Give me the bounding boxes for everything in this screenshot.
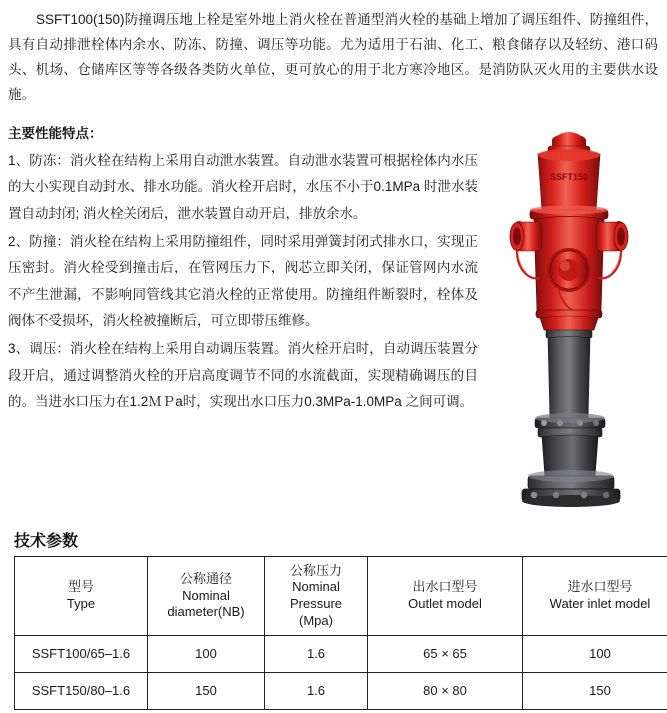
cell-nominal-pressure: 1.6 <box>265 673 368 710</box>
fire-hydrant-illustration <box>472 118 667 518</box>
header-outlet-en: Outlet model <box>408 596 482 611</box>
header-np-en3: (Mpa) <box>299 612 333 628</box>
hydrant-label: SSFT150 <box>549 172 589 182</box>
cell-nominal-pressure: 1.6 <box>265 636 368 673</box>
feature-paragraph-3: 3、调压：消火栓在结构上采用自动调压装置。消火栓开启时，自动调压装置分段开启，通过调整消火栓的开启高度调节不同的水流截面，实现精确调压的目的。当进水口压力在1.2ＭＰa时，实现出水口压力0.3MPa-1.0MPa 之间可调。 <box>8 341 478 409</box>
header-cell-water-inlet-model <box>523 557 667 636</box>
header-np-en2: Pressure <box>289 596 343 611</box>
cell-type: SSFT100/65–1.6 <box>15 636 148 673</box>
cell-outlet-model: 65 × 65 <box>368 636 523 673</box>
header-cell-type <box>15 557 148 636</box>
feature-paragraph-1: 1、防冻：消火栓在结构上采用自动泄水装置。自动泄水装置可根据栓体内水压的大小实现自动封水、排水功能。消火栓开启时，水压不小于0.1MPa 时泄水装置自动封闭; 消火栓关闭后，泄水装置自动开启，排放余水。 <box>8 153 478 221</box>
header-type-cn: 型号 <box>67 579 94 595</box>
cell-water-inlet-model: 150 <box>523 673 667 710</box>
cell-nominal-diameter: 150 <box>148 673 265 710</box>
cell-type: SSFT150/80–1.6 <box>15 673 148 710</box>
cell-water-inlet-model: 100 <box>523 636 667 673</box>
header-type-en: Type <box>66 596 96 611</box>
technical-parameters-table <box>14 556 667 710</box>
feature-paragraphs <box>8 148 478 417</box>
header-inlet-en: Water inlet model <box>549 596 651 611</box>
header-cell-outlet-model <box>368 557 523 636</box>
header-inlet-cn: 进水口型号 <box>567 579 633 595</box>
cell-nominal-diameter: 100 <box>148 636 265 673</box>
header-nd-cn: 公称通径 <box>179 571 232 587</box>
params-title: 技术参数 <box>14 533 79 550</box>
intro-paragraph: SSFT100(150)防撞调压地上栓是室外地上消火栓在普通型消火栓的基础上增加了调压组件、防撞组件，具有自动排泄栓体内余水、防冻、防撞、调压等功能。尤为适用于石油、化工、粮食储存以及轻纺、港口码头、机场、仓储库区等等各级各类防火单位，更可放心的用于北方寒冷地区。是消防队灭火用的主要供水设施。 <box>8 12 658 102</box>
table-row <box>15 636 667 673</box>
header-cell-nominal-diameter <box>148 557 265 636</box>
table-header-row <box>15 557 667 636</box>
header-nd-en1: Nominal <box>182 587 230 603</box>
header-np-cn: 公称压力 <box>289 562 342 578</box>
section-title: 主要性能特点： <box>8 126 103 141</box>
table-row <box>15 673 667 710</box>
cell-outlet-model: 80 × 80 <box>368 673 523 710</box>
header-nd-en2: diameter(NB) <box>167 604 245 620</box>
header-np-en1: Nominal <box>292 579 340 595</box>
header-cell-nominal-pressure <box>265 557 368 636</box>
header-outlet-cn: 出水口型号 <box>412 579 478 595</box>
feature-paragraph-2: 2、防撞：消火栓在结构上采用防撞组件，同时采用弹簧封闭式排水口，实现正压密封。消火栓受到撞击后，在管网压力下，阀芯立即关闭，保证管网内水流不产生泄漏，不影响同管线其它消火栓的正常使用。防撞组件断裂时，栓体及阀体不受损坏，消火栓被撞断后，可立即带压维修。 <box>8 233 478 328</box>
